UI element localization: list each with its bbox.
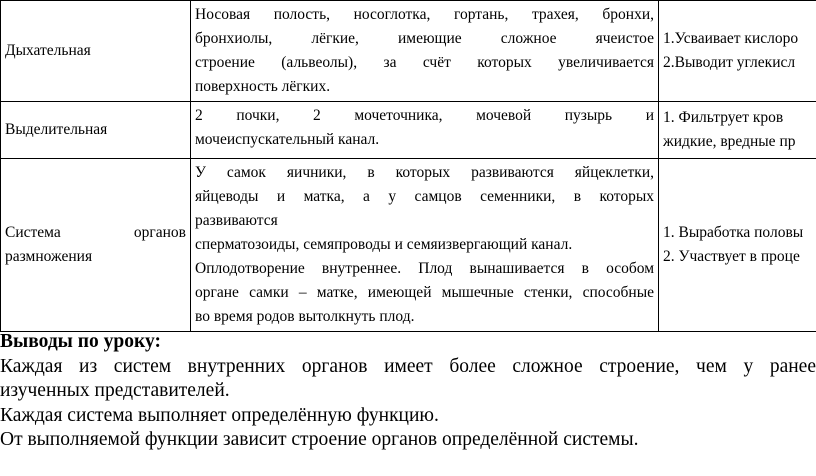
structure-line: строение (альвеолы), за счёт которых увеличивается <box>195 54 654 71</box>
system-name-line: размножения <box>5 248 93 265</box>
structure-cell <box>191 102 659 159</box>
structure-line: бронхиолы, лёгкие, имеющие сложное ячеистое <box>195 30 654 47</box>
structure-line: развиваются <box>195 212 278 229</box>
structure-line: У самок яичники, в которых развиваются яйцеклетки, <box>195 164 654 181</box>
function-cell <box>659 1 816 102</box>
system-name: Выделительная <box>5 121 108 138</box>
system-name-cell <box>1 159 191 332</box>
lesson-conclusions <box>0 330 816 453</box>
structure-line: органе самки – матке, имеющей мышечные стенки, способные <box>195 284 654 301</box>
table-row <box>1 1 816 102</box>
conclusion-line: Каждая система выполняет определённую функцию. <box>0 404 439 426</box>
system-name: Дыхательная <box>5 42 91 59</box>
function-line: жидкие, вредные пр <box>663 133 796 150</box>
conclusions-heading: Выводы по уроку: <box>0 331 161 352</box>
structure-cell <box>191 1 659 102</box>
structure-line: мочеиспускательный канал. <box>195 131 380 148</box>
structure-line: Носовая полость, носоглотка, гортань, трахея, бронхи, <box>195 6 654 23</box>
table-row <box>1 102 816 159</box>
function-line: 1. Фильтрует кров <box>663 109 784 126</box>
structure-cell <box>191 159 659 332</box>
table-row <box>1 159 816 332</box>
structure-line: 2 почки, 2 мочеточника, мочевой пузырь и <box>195 107 654 124</box>
conclusion-line: Каждая из систем внутренних органов имеет более сложное строение, чем у ранее <box>0 355 816 377</box>
function-cell <box>659 102 816 159</box>
system-name-cell <box>1 102 191 159</box>
function-cell <box>659 159 816 332</box>
system-name-line: Система органов <box>5 224 186 241</box>
function-line: 2.Выводит углекисл <box>663 54 796 71</box>
structure-line: сперматозоиды, семяпроводы и семяизвергающий канал. <box>195 236 573 253</box>
structure-line: Оплодотворение внутреннее. Плод вынашивается в особом <box>195 260 654 277</box>
conclusion-line: изученных представителей. <box>0 380 230 401</box>
function-line: 1. Выработка половы <box>663 224 804 241</box>
structure-line: поверхность лёгких. <box>195 78 331 95</box>
conclusion-line: От выполняемой функции зависит строение органов определённой системы. <box>0 429 639 450</box>
structure-line: яйцеводы и матка, а у самцов семенники, в которых <box>195 188 654 205</box>
function-line: 2. Участвует в проце <box>663 248 800 265</box>
structure-line: во время родов вытолкнуть плод. <box>195 308 415 325</box>
function-line: 1.Усваивает кислоро <box>663 30 799 47</box>
system-name-cell <box>1 1 191 102</box>
